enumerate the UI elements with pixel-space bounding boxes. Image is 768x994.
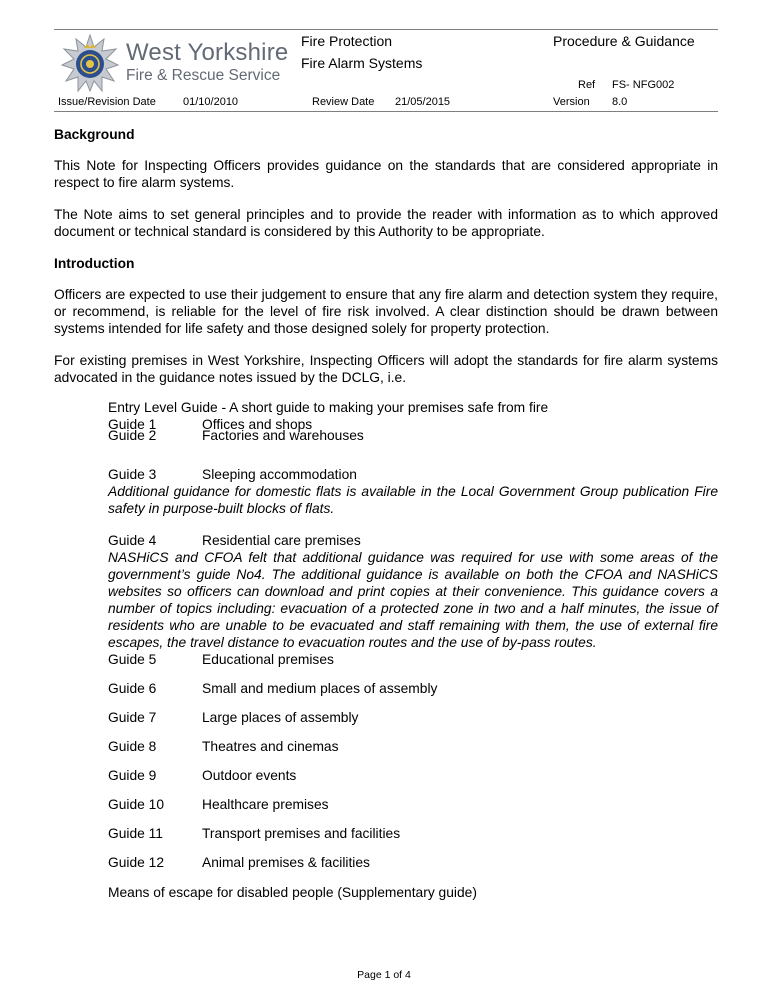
entry-level-guide: Entry Level Guide - A short guide to making your premises safe from fire [108, 400, 549, 415]
guide-3-title: Sleeping accommodation [202, 467, 357, 482]
header-doc-type: Procedure & Guidance [553, 33, 695, 49]
organisation-name: West Yorkshire [126, 39, 289, 66]
background-paragraph-2: The Note aims to set general principles and to provide the reader with information as to which approved document or technical standard is considered by this Authority to be appropriate. [54, 207, 718, 239]
guide-8-number: Guide 8 [108, 739, 157, 754]
issue-date-value: 01/10/2010 [183, 96, 239, 108]
guide-4-note: NASHiCS and CFOA felt that additional guidance was required for use with some areas of the government’s guide No4. The additional guidance is available on both the CFOA and NASHiCS websites so officers can download and print copies at their convenience. This guidance covers a number of topics including: evacuation of a protected zone in two and a half minutes, the issue of residents who are unable to be evacuated and staff remaining with them, the use of external fire escapes, the travel distance to evacuation routes and the use of by-pass routes. [108, 550, 718, 650]
introduction-paragraph-2: For existing premises in West Yorkshire, Inspecting Officers will adopt the standards for fire alarm systems advocated in the guidance notes issued by the DCLG, i.e. [54, 353, 718, 385]
header-top-rule [54, 29, 718, 30]
organisation-logo [60, 33, 289, 91]
guide-10-number: Guide 10 [108, 797, 164, 812]
guide-5-number: Guide 5 [108, 652, 157, 667]
organisation-subtitle: Fire & Rescue Service [126, 67, 281, 84]
guide-5-title: Educational premises [202, 652, 334, 667]
review-date-label: Review Date [312, 96, 375, 108]
header-bottom-rule [54, 111, 718, 112]
guide-12-title: Animal premises & facilities [202, 855, 370, 870]
header-subject: Fire Alarm Systems [301, 55, 423, 71]
fire-service-crest-icon [60, 33, 120, 93]
review-date-value: 21/05/2015 [395, 96, 451, 108]
guide-6-title: Small and medium places of assembly [202, 681, 438, 696]
document-header [54, 26, 718, 112]
guide-2-title: Factories and warehouses [202, 428, 364, 443]
guide-7-title: Large places of assembly [202, 710, 359, 725]
ref-label: Ref [578, 79, 596, 91]
guide-7-number: Guide 7 [108, 710, 157, 725]
introduction-heading: Introduction [54, 256, 135, 271]
guide-6-number: Guide 6 [108, 681, 157, 696]
guide-2-number-label: Guide 2 [108, 428, 157, 443]
guide-8-title: Theatres and cinemas [202, 739, 339, 754]
supplementary-guide: Means of escape for disabled people (Supplementary guide) [108, 885, 477, 900]
guide-1-title: Offices and shops [202, 417, 313, 432]
background-paragraph-1: This Note for Inspecting Officers provides guidance on the standards that are considered appropriate in respect to fire alarm systems. [54, 158, 718, 190]
guide-3-number: Guide 3 [108, 467, 157, 482]
guide-9-title: Outdoor events [202, 768, 297, 783]
version-label: Version [553, 96, 590, 108]
guide-1-number: Guide 1 [108, 417, 157, 432]
guide-12-number: Guide 12 [108, 855, 164, 870]
guide-3-note: Additional guidance for domestic flats is available in the Local Government Group publication Fire safety in purpose-built blocks of flats. [108, 484, 718, 516]
introduction-paragraph-1: Officers are expected to use their judgement to ensure that any fire alarm and detection system they require, or recommend, is reliable for the level of fire risk involved. A clear distinction should be drawn between systems intended for life safety and those designed solely for property protection. [54, 287, 718, 336]
ref-value: FS- NFG002 [612, 79, 675, 91]
guide-4-title: Residential care premises [202, 533, 361, 548]
guide-10-title: Healthcare premises [202, 797, 329, 812]
guide-11-title: Transport premises and facilities [202, 826, 401, 841]
guide-9-number: Guide 9 [108, 768, 157, 783]
background-heading: Background [54, 127, 135, 142]
issue-date-label: Issue/Revision Date [58, 96, 156, 108]
guide-11-number: Guide 11 [108, 826, 163, 841]
header-section: Fire Protection [301, 33, 393, 49]
version-value: 8.0 [612, 96, 628, 108]
guide-4-number: Guide 4 [108, 533, 157, 548]
page-number: Page 1 of 4 [357, 969, 411, 981]
